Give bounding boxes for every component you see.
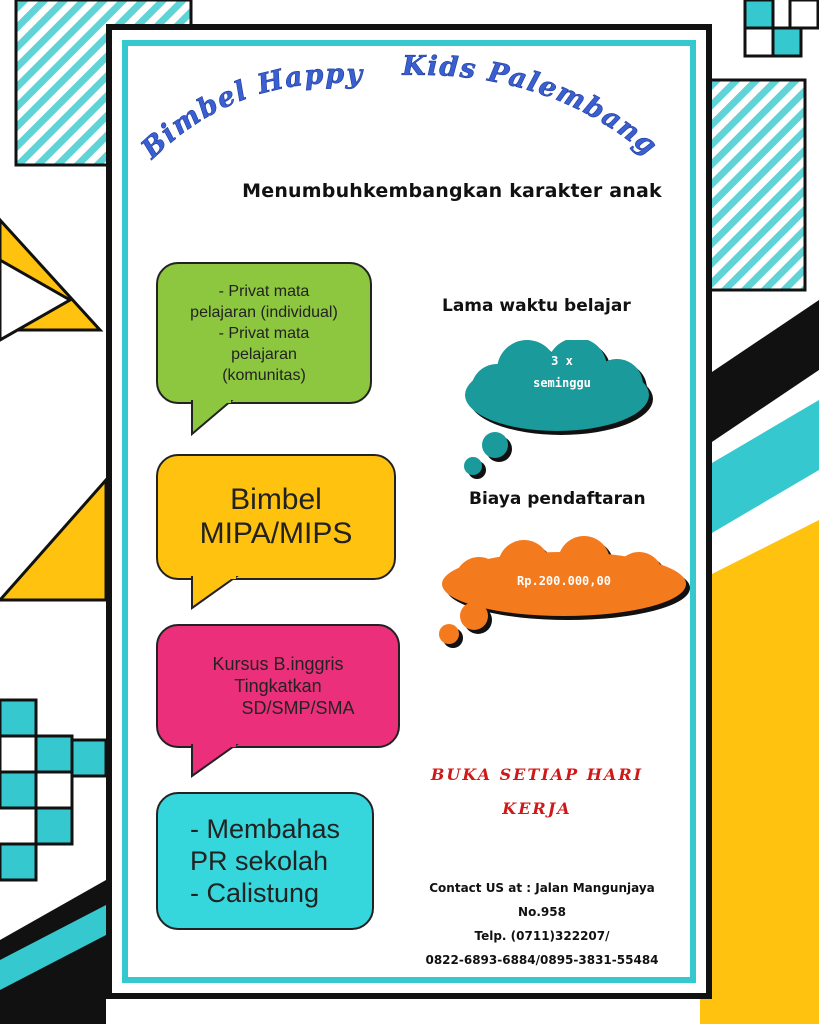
service-bubble-homework bbox=[156, 792, 374, 930]
bubble-tail bbox=[187, 744, 243, 778]
svg-text:Kids Palembang bbox=[401, 51, 664, 163]
registration-value: Rp.200.000,00 bbox=[517, 574, 611, 588]
subtitle: Menumbuhkembangkan karakter anak bbox=[242, 180, 662, 202]
title-part-1: Bimbel Happy bbox=[135, 58, 365, 165]
service-line: Bimbel bbox=[230, 483, 322, 516]
contact-line: Contact US at : Jalan Mangunjaya bbox=[429, 881, 655, 895]
contact-info bbox=[392, 876, 692, 972]
service-bubble-english bbox=[156, 624, 400, 748]
contact-line: No.958 bbox=[518, 905, 566, 919]
service-line: MIPA/MIPS bbox=[199, 517, 353, 550]
service-line: - Privat mata bbox=[218, 282, 310, 300]
open-hours-line: BUKA SETIAP HARI bbox=[430, 765, 644, 784]
service-line: - Privat mata bbox=[218, 324, 310, 342]
service-line: pelajaran bbox=[231, 345, 297, 363]
service-line: SD/SMP/SMA bbox=[241, 698, 355, 718]
service-line: - Membahas bbox=[189, 814, 341, 844]
service-line: Kursus B.inggris bbox=[212, 654, 344, 674]
contact-line: Telp. (0711)322207/ bbox=[474, 929, 610, 943]
poster-card bbox=[106, 24, 712, 999]
open-hours bbox=[412, 758, 662, 826]
bubble-tail bbox=[187, 576, 243, 610]
service-bubble-private bbox=[156, 262, 372, 404]
registration-label: Biaya pendaftaran bbox=[469, 489, 646, 509]
registration-cloud bbox=[434, 536, 694, 656]
study-time-label: Lama waktu belajar bbox=[442, 296, 631, 316]
study-time-value bbox=[487, 350, 637, 394]
service-bubble-mipa bbox=[156, 454, 396, 580]
study-time-value-line: 3 x bbox=[551, 354, 573, 368]
svg-text:Bimbel Happy bbox=[135, 59, 365, 166]
bubble-tail bbox=[187, 400, 237, 436]
service-line: (komunitas) bbox=[222, 366, 306, 384]
service-line: PR sekolah bbox=[189, 846, 329, 876]
study-time-value-line: seminggu bbox=[533, 376, 591, 390]
service-line: Tingkatkan bbox=[234, 676, 322, 696]
open-hours-line: KERJA bbox=[502, 799, 572, 818]
contact-line: 0822-6893-6884/0895-3831-55484 bbox=[425, 953, 659, 967]
service-line: pelajaran (individual) bbox=[190, 303, 338, 321]
service-line: - Calistung bbox=[189, 878, 320, 908]
title-part-2: Kids Palembang bbox=[402, 50, 664, 163]
